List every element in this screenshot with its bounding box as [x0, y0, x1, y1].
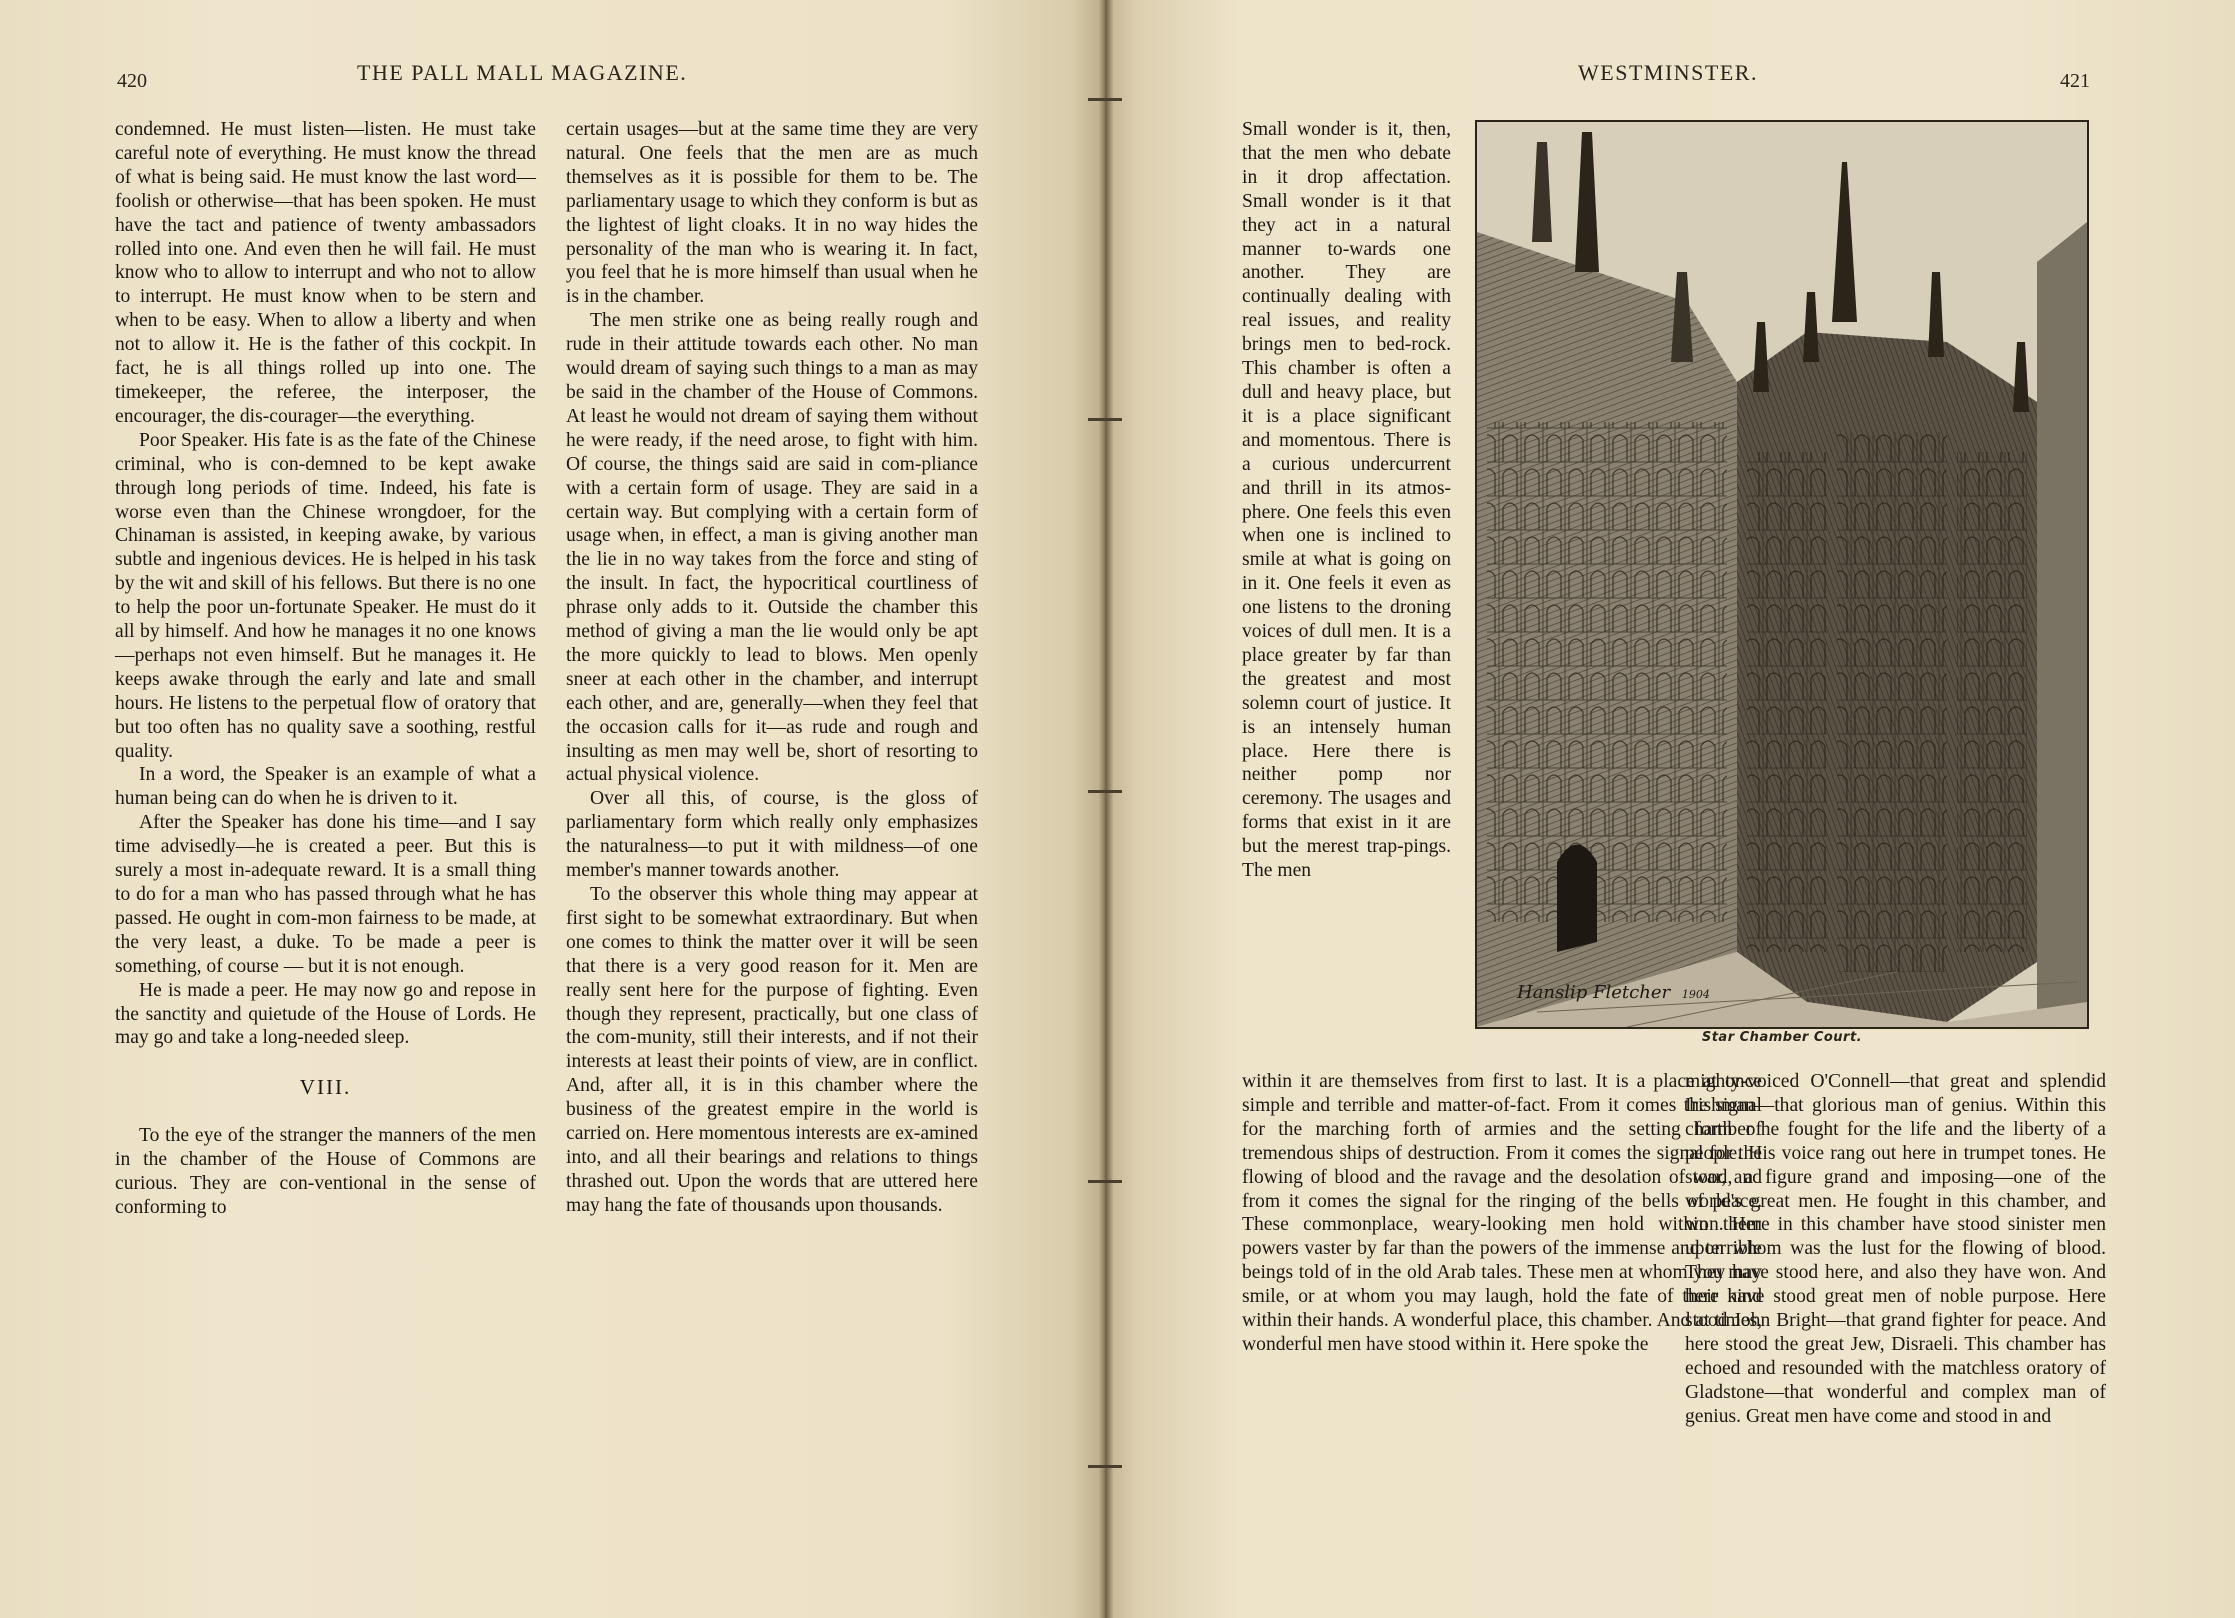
paragraph: Poor Speaker. His fate is as the fate of the Chinese criminal, who is con-demned to be kept awake through long periods of time. Indeed, his fate is worse even than the Chinese wrongdoer, for the Chinaman is assisted, in keeping awake, by various subtle and ingenious devices. He is helped in his task by the wit and skill of his fellows. But there is no one to help the poor un-fortunate Speaker. He must do it all by himself. And how he manages it no one knows—perhaps not even himself. But he manages it. He keeps awake through the early and late and small hours. He listens to the perpetual flow of oratory that but too often has no quality save a soothing, restful quality. [115, 429, 536, 762]
right-narrow-column [1242, 118, 1451, 883]
book-gutter [1097, 0, 1113, 1618]
signature-name: Hanslip Fletcher [1517, 982, 1671, 1003]
paragraph: mighty-voiced O'Connell—that great and splendid Irishman—that glorious man of genius. Within this chamber he fought for the life and the liberty of a people. His voice rang out here in trumpet tones. He stood, a figure grand and imposing—one of the world's great men. He fought in this chamber, and won. Here in this chamber have stood sinister men upon whom was the lust for the flowing of blood. They have stood here, and also they have won. And here have stood great men of noble purpose. Here stood John Bright—that grand fighter for peace. And here stood the great Jew, Disraeli. This chamber has echoed and resounded with the matchless oratory of Gladstone—that wonderful and complex man of genius. Great men have come and stood in and [1685, 1071, 2106, 1427]
right-column-1 [1242, 1070, 1762, 1357]
right-column-2 [1685, 1070, 2106, 1429]
paragraph: condemned. He must listen—listen. He must take careful note of everything. He must know the thread of what is being said. He must know the last word—foolish or otherwise—that has been spoken. He must have the tact and patience of twenty ambassadors rolled into one. And even then he will fail. He must know who to allow to interrupt and who not to allow to interrupt. He must know when to be stern and when to be easy. When to allow a liberty and when not to allow it. He is the father of this cockpit. In fact, he is all things rolled up into one. The timekeeper, the referee, the interposer, the encourager, the dis-courager—the everything. [115, 119, 536, 427]
binding-stitch [1088, 418, 1122, 421]
folio-left: 420 [117, 70, 147, 92]
paragraph: The men strike one as being really rough and rude in their attitude towards each other. No man would dream of saying such things to a man as may be said in the chamber of the House of Commons. At least he would not dream of saying them without he were ready, if the need arose, to fight with him. Of course, the things said are said in com-pliance with a certain form of usage. They are said in a certain way. But complying with a certain form of usage when, in effect, a man is giving another man the lie in no way takes from the force and sting of the insult. In fact, the hypocritical courtliness of phrase only adds to it. Outside the chamber this method of giving a man the lie would only be apt the more quickly to lead to blows. Men openly sneer at each other in the chamber, and interrupt each other, and are, generally—when they feel that the occasion calls for it—as rude and rough and insulting as men may well be, short of resorting to actual physical violence. [566, 310, 978, 786]
paragraph: To the eye of the stranger the manners of the men in the chamber of the House of Commons are curious. They are con-ventional in the sense of conforming to [115, 1125, 536, 1218]
left-page [0, 0, 1105, 1618]
paragraph: Small wonder is it, then, that the men who debate in it drop affectation. Small wonder is it that they act in a natural manner to-wards one another. They are continually dealing with real issues, and reality brings men to bed-rock. This chamber is often a dull and heavy place, but it is a place significant and momentous. There is a curious undercurrent and thrill in its atmos-phere. One feels this even when one is inclined to smile at what is going on in it. One feels it even as one listens to the droning voices of dull men. It is a place greater by far than the greatest and most solemn court of justice. It is an intensely human place. Here there is neither pomp nor ceremony. The usages and forms that exist in it are but the merest trap-pings. The men [1242, 119, 1451, 882]
illustration-caption: Star Chamber Court. [1701, 1030, 1863, 1045]
binding-stitch [1088, 1180, 1122, 1183]
paragraph: Over all this, of course, is the gloss of parliamentary form which really only emphasizes the naturalness—to put it with mildness—of one member's manner towards another. [566, 788, 978, 882]
paragraph: within it are themselves from first to last. It is a place at once simple and terrible and matter-of-fact. From it comes the signal for the marching forth of armies and the setting forth of tremendous ships of destruction. From it comes the signal for the flowing of blood and the ravage and the desolation of war, and from it comes the signal for the ringing of the bells of peace. These commonplace, weary-looking men hold within them powers vaster by far than the powers of the immense and terrible beings told of in the old Arab tales. These men at whom you may smile, or at whom you may laugh, hold the fate of their kind within their hands. A wonderful place, this chamber. And at times, wonderful men have stood within it. Here spoke the [1242, 1071, 1762, 1355]
paragraph: In a word, the Speaker is an example of what a human being can do when he is driven to it. [115, 764, 536, 810]
signature-year: 1904 [1681, 988, 1710, 1001]
left-column-1 [115, 118, 536, 1220]
paragraph: He is made a peer. He may now go and repose in the sanctity and quietude of the House of Lords. He may go and take a long-needed sleep. [115, 979, 536, 1049]
left-column-2 [566, 118, 978, 1218]
artist-signature [1517, 982, 1710, 1003]
paragraph: To the observer this whole thing may appear at first sight to be somewhat extraordinary. But when one comes to think the matter over it will be seen that there is a very good reason for it. Men are really sent here for the purpose of fighting. Even though they represent, practically, but one class of the com-munity, still their interests, and if not their interests at least their points of view, are in conflict. And, after all, it is in this chamber where the business of the greatest empire in the world is carried on. Here momentous interests are ex-amined into, and all their bearings and relations to things thrashed out. Upon the words that are uttered here may hang the fate of thousands upon thousands. [566, 884, 978, 1216]
folio-right: 421 [2060, 70, 2090, 92]
running-head-left: THE PALL MALL MAGAZINE. [357, 60, 688, 85]
section-heading: VIII. [299, 1075, 352, 1100]
binding-stitch [1088, 790, 1122, 793]
running-head-right: WESTMINSTER. [1578, 60, 1758, 85]
binding-stitch [1088, 1465, 1122, 1468]
binding-stitch [1088, 98, 1122, 101]
star-chamber-illustration [1475, 120, 2089, 1029]
paragraph: certain usages—but at the same time they are very natural. One feels that the men are as much themselves as it is possible for them to be. The parliamentary usage to which they conform is but as the lightest of light cloaks. It in no way hides the personality of the man who is wearing it. In fact, you feel that he is more himself than usual when he is in the chamber. [566, 119, 978, 308]
paragraph: After the Speaker has done his time—and I say time advisedly—he is created a peer. But this is surely a most in-adequate reward. It is a small thing to do for a man who has passed through what he has passed. He ought in com-mon fairness to be made, at the very least, a duke. To be made a peer is something, of course — but it is not enough. [115, 812, 536, 977]
